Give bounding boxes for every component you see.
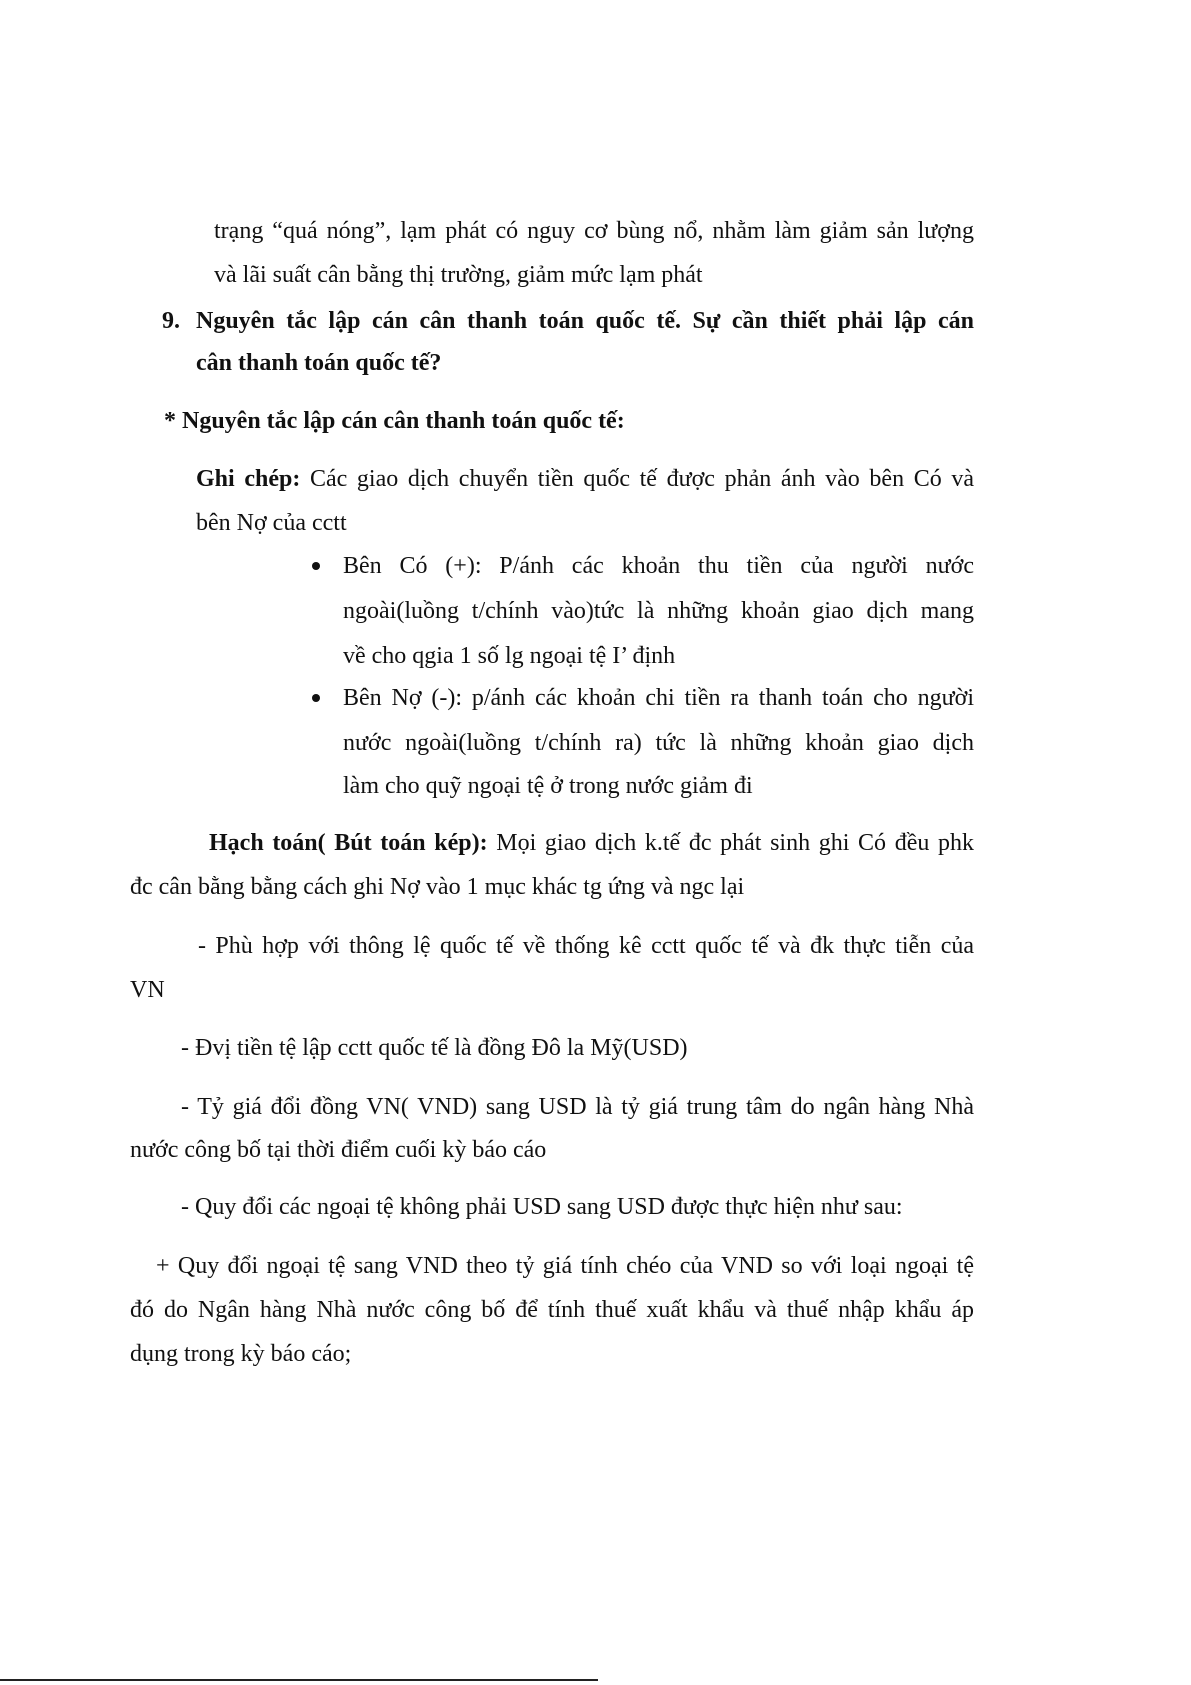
rule-3-line-1: - Tỷ giá đổi đồng VN( VND) sang USD là tỷ giá trung tâm do ngân hàng Nhà: [181, 1094, 974, 1120]
rule-1-line-1: - Phù hợp với thông lệ quốc tế về thống kê cctt quốc tế và đk thực tiễn của: [198, 933, 974, 959]
rule-1-line-2: VN: [130, 977, 165, 1003]
rule-2: - Đvị tiền tệ lập cctt quốc tế là đồng Đô la Mỹ(USD): [181, 1035, 688, 1061]
ghichep-label: Ghi chép:: [196, 466, 301, 492]
heading-9-line-2: cân thanh toán quốc tế?: [196, 350, 442, 376]
rule-3-line-2: nước công bố tại thời điểm cuối kỳ báo cáo: [130, 1137, 547, 1163]
ghichep-line-1: [196, 464, 974, 494]
bullet-2-line-1: Bên Nợ (-): p/ánh các khoản chi tiền ra thanh toán cho người: [343, 685, 974, 711]
hachtoan-text: Mọi giao dịch k.tế đc phát sinh ghi Có đều phk: [496, 830, 975, 856]
rule-5-line-2: đó do Ngân hàng Nhà nước công bố để tính thuế xuất khẩu và thuế nhập khẩu áp: [130, 1297, 974, 1323]
bullet-dot-2: [312, 694, 320, 702]
rule-4: - Quy đổi các ngoại tệ không phải USD sang USD được thực hiện như sau:: [181, 1194, 903, 1220]
bullet-dot-1: [312, 562, 320, 570]
hachtoan-line-2: đc cân bằng bằng cách ghi Nợ vào 1 mục khác tg ứng và ngc lại: [130, 874, 745, 900]
intro-line-2: và lãi suất cân bằng thị trường, giảm mức lạm phát: [214, 262, 703, 288]
footer-divider: [0, 1679, 598, 1681]
ghichep-line-2: bên Nợ của cctt: [196, 510, 347, 536]
bullet-1-line-2: ngoài(luồng t/chính vào)tức là những khoản giao dịch mang: [343, 598, 974, 624]
heading-9-line-1: Nguyên tắc lập cán cân thanh toán quốc tế. Sự cần thiết phải lập cán: [196, 308, 974, 334]
ghichep-text: Các giao dịch chuyển tiền quốc tế được phản ánh vào bên Có và: [309, 466, 974, 492]
intro-line-1: trạng “quá nóng”, lạm phát có nguy cơ bùng nổ, nhằm làm giảm sản lượng: [214, 218, 974, 244]
rule-5-line-1: + Quy đổi ngoại tệ sang VND theo tỷ giá tính chéo của VND so với loại ngoại tệ: [156, 1253, 974, 1279]
subheading-principles: * Nguyên tắc lập cán cân thanh toán quốc tế:: [164, 408, 625, 434]
heading-9-number: 9.: [162, 308, 180, 334]
rule-5-line-3: dụng trong kỳ báo cáo;: [130, 1341, 352, 1367]
bullet-2-line-3: làm cho quỹ ngoại tệ ở trong nước giảm đi: [343, 773, 753, 799]
hachtoan-line-1: [209, 828, 974, 858]
bullet-1-line-1: Bên Có (+): P/ánh các khoản thu tiền của người nước: [343, 553, 974, 579]
bullet-2-line-2: nước ngoài(luồng t/chính ra) tức là những khoản giao dịch: [343, 730, 974, 756]
hachtoan-label: Hạch toán( Bút toán kép):: [209, 830, 488, 856]
bullet-1-line-3: về cho qgia 1 số lg ngoại tệ I’ định: [343, 643, 676, 669]
